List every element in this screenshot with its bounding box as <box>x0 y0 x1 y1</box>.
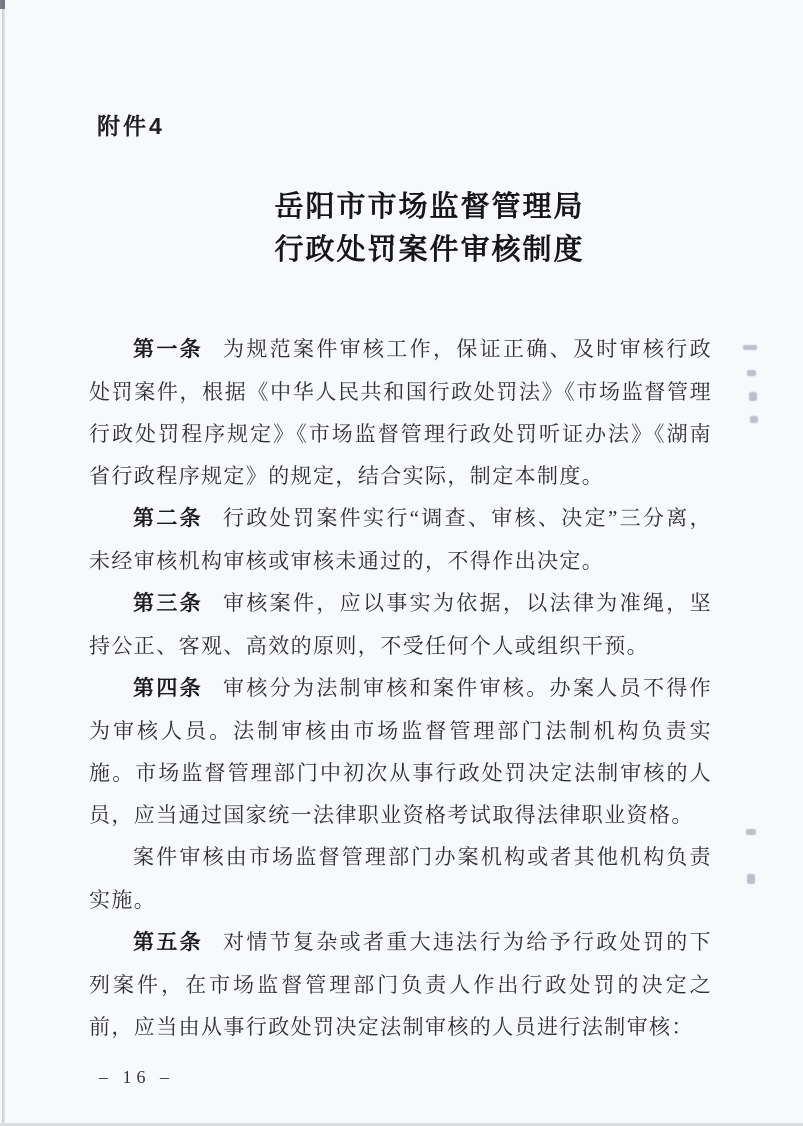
article-3-text: 审核案件，应以事实为依据，以法律为准绳，坚持公正、客观、高效的原则，不受任何个人或组织干预。 <box>89 591 712 658</box>
article-1-heading: 第一条 <box>133 338 203 361</box>
document-title <box>28 186 803 272</box>
scan-left-edge-line <box>2 0 5 1126</box>
paragraph-article-2 <box>89 497 712 582</box>
attachment-label: 附件4 <box>97 113 165 139</box>
paragraph-article-3 <box>89 582 712 667</box>
scan-smudge <box>743 345 757 350</box>
paragraph-article-4-continuation <box>89 836 712 921</box>
article-4b-text: 案件审核由市场监督管理部门办案机构或者其他机构负责实施。 <box>89 845 712 912</box>
title-line-2: 行政处罚案件审核制度 <box>274 234 585 266</box>
scan-corner-speck <box>0 0 5 9</box>
article-5-text: 对情节复杂或者重大违法行为给予行政处罚的下列案件，在市场监督管理部门负责人作出行政处罚的决定之前，应当由从事行政处罚决定法制审核的人员进行法制审核： <box>89 930 712 1039</box>
article-5-heading: 第五条 <box>133 931 203 954</box>
article-4-text: 审核分为法制审核和案件审核。办案人员不得作为审核人员。法制审核由市场监督管理部门法制机构负责实施。市场监督管理部门中初次从事行政处罚决定法制审核的人员，应当通过国家统一法律职业资格考试取得法律职业资格。 <box>89 676 712 827</box>
scan-smudge <box>750 416 758 423</box>
article-2-heading: 第二条 <box>133 507 203 530</box>
article-4-heading: 第四条 <box>133 677 203 700</box>
page-number: – 16 – <box>99 1067 174 1087</box>
article-1-text: 为规范案件审核工作，保证正确、及时审核行政处罚案件，根据《中华人民共和国行政处罚法》《市场监督管理行政处罚程序规定》《市场监督管理行政处罚听证办法》《湖南省行政程序规定》的规定，结合实际，制定本制度。 <box>89 337 712 488</box>
scan-smudge <box>749 392 757 401</box>
scan-smudge <box>746 829 756 835</box>
title-line-1: 岳阳市市场监督管理局 <box>274 191 585 223</box>
article-3-heading: 第三条 <box>133 592 203 615</box>
paragraph-article-5 <box>89 921 712 1048</box>
article-2-text: 行政处罚案件实行“调查、审核、决定”三分离，未经审核机构审核或审核未通过的，不得作出决定。 <box>89 506 712 573</box>
scan-smudge <box>747 874 755 884</box>
scan-smudge <box>747 370 756 376</box>
paragraph-article-1 <box>89 328 712 497</box>
paragraph-article-4 <box>89 667 712 836</box>
document-body <box>89 328 712 1048</box>
